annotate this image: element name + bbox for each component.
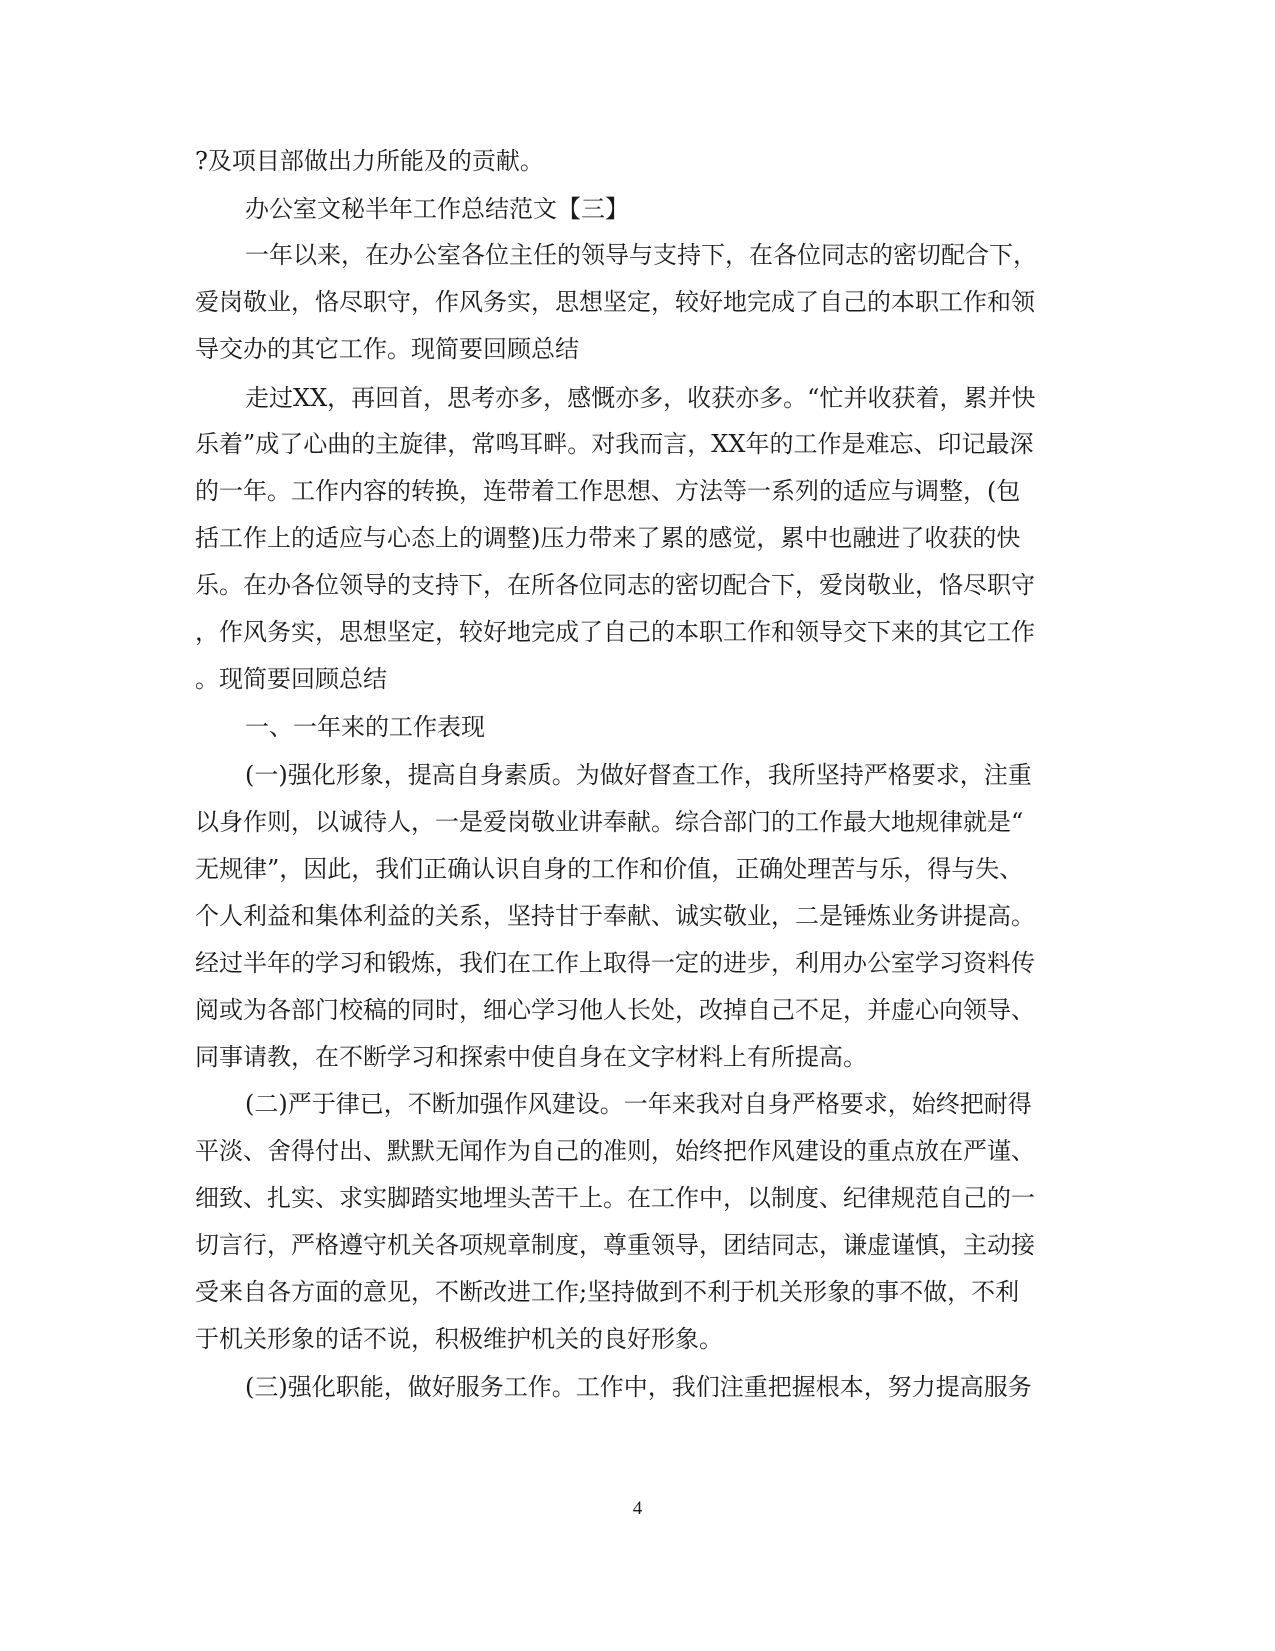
text-line: 。现简要回顾总结 bbox=[195, 665, 387, 693]
text-line: 走过XX，再回首，思考亦多，感慨亦多，收获亦多。“忙并收获着，累并快 bbox=[245, 384, 1036, 412]
text-line: 乐。在办各位领导的支持下，在所各位同志的密切配合下，爱岗敬业，恪尽职守 bbox=[195, 571, 1035, 599]
text-line: 一、一年来的工作表现 bbox=[245, 713, 485, 741]
text-line: 导交办的其它工作。现简要回顾总结 bbox=[195, 335, 579, 363]
text-line: 乐着”成了心曲的主旋律，常鸣耳畔。对我而言，XX年的工作是难忘、印记最深 bbox=[195, 430, 1034, 458]
text-line: (一)强化形象，提高自身素质。为做好督查工作，我所坚持严格要求，注重 bbox=[245, 761, 1032, 789]
text-line: 括工作上的适应与心态上的调整)压力带来了累的感觉，累中也融进了收获的快 bbox=[195, 524, 1021, 552]
text-line: 一年以来，在办公室各位主任的领导与支持下，在各位同志的密切配合下， bbox=[245, 241, 1037, 269]
text-line: 于机关形象的话不说，积极维护机关的良好形象。 bbox=[195, 1325, 723, 1353]
text-line: 的一年。工作内容的转换，连带着工作思想、方法等一系列的适应与调整，(包 bbox=[195, 477, 1021, 505]
text-line: 无规律”，因此，我们正确认识自身的工作和价值，正确处理苦与乐，得与失、 bbox=[195, 855, 1024, 883]
text-line: 受来自各方面的意见，不断改进工作;坚持做到不利于机关形象的事不做，不利 bbox=[195, 1278, 1020, 1306]
text-line: 爱岗敬业，恪尽职守，作风务实，思想坚定，较好地完成了自己的本职工作和领 bbox=[195, 288, 1035, 316]
text-line: 细致、扎实、求实脚踏实地埋头苦干上。在工作中，以制度、纪律规范自己的一 bbox=[195, 1184, 1035, 1212]
text-line: ，作风务实，思想坚定，较好地完成了自己的本职工作和领导交下来的其它工作 bbox=[195, 618, 1035, 646]
text-line: (三)强化职能，做好服务工作。工作中，我们注重把握根本，努力提高服务 bbox=[245, 1373, 1032, 1401]
page-number: 4 bbox=[632, 1498, 643, 1519]
text-line: ?及项目部做出力所能及的贡献。 bbox=[195, 147, 544, 175]
text-line: 阅或为各部门校稿的同时，细心学习他人长处，改掉自己不足，并虚心向领导、 bbox=[195, 996, 1035, 1024]
text-line: 切言行，严格遵守机关各项规章制度，尊重领导，团结同志，谦虚谨慎，主动接 bbox=[195, 1231, 1035, 1259]
text-line: 经过半年的学习和锻炼，我们在工作上取得一定的进步，利用办公室学习资料传 bbox=[195, 949, 1035, 977]
text-line: 办公室文秘半年工作总结范文【三】 bbox=[245, 195, 629, 223]
text-line: (二)严于律已，不断加强作风建设。一年来我对自身严格要求，始终把耐得 bbox=[245, 1090, 1032, 1118]
text-line: 平淡、舍得付出、默默无闻作为自己的准则，始终把作风建设的重点放在严谨、 bbox=[195, 1137, 1035, 1165]
text-line: 同事请教，在不断学习和探索中使自身在文字材料上有所提高。 bbox=[195, 1043, 867, 1071]
text-line: 以身作则，以诚待人，一是爱岗敬业讲奉献。综合部门的工作最大地规律就是“ bbox=[195, 808, 1024, 836]
text-line: 个人利益和集体利益的关系，坚持甘于奉献、诚实敬业，二是锤炼业务讲提高。 bbox=[195, 902, 1035, 930]
